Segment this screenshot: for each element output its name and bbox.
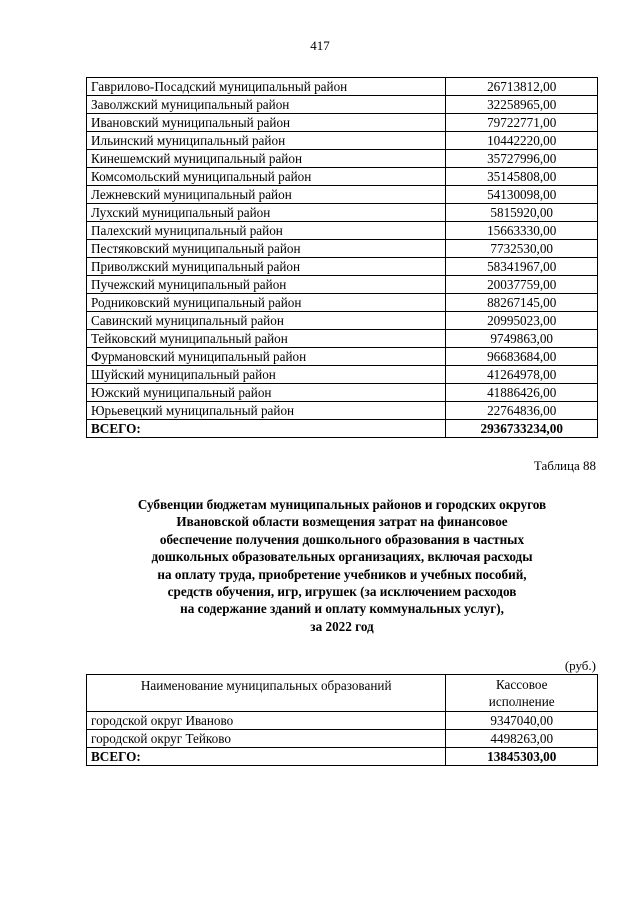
table-row	[87, 132, 598, 150]
header-execution	[446, 675, 598, 712]
row-name: городской округ Тейково	[87, 730, 446, 748]
row-name: Приволжский муниципальный район	[87, 258, 446, 276]
row-value: 15663330,00	[446, 222, 598, 240]
row-name: Лухский муниципальный район	[87, 204, 446, 222]
municipal-districts-table	[86, 77, 598, 438]
table-header	[87, 675, 598, 712]
table-row	[87, 258, 598, 276]
row-value: 32258965,00	[446, 96, 598, 114]
row-name: городской округ Иваново	[87, 712, 446, 730]
row-name: Ильинский муниципальный район	[87, 132, 446, 150]
table-title	[86, 496, 598, 635]
row-name: Кинешемский муниципальный район	[87, 150, 446, 168]
row-value: 41264978,00	[446, 366, 598, 384]
title-line: на содержание зданий и оплату коммунальных услуг),	[180, 601, 504, 617]
row-value: 9347040,00	[446, 712, 598, 730]
title-line: Ивановской области возмещения затрат на финансовое	[176, 514, 508, 530]
header-execution-line2: исполнение	[488, 694, 555, 709]
table-row	[87, 204, 598, 222]
row-value: 9749863,00	[446, 330, 598, 348]
row-value: 22764836,00	[446, 402, 598, 420]
total-row	[87, 748, 598, 766]
row-name: Заволжский муниципальный район	[87, 96, 446, 114]
row-name: Лежневский муниципальный район	[87, 186, 446, 204]
table-row	[87, 712, 598, 730]
row-value: 96683684,00	[446, 348, 598, 366]
total-label: ВСЕГО:	[87, 420, 446, 438]
currency-unit: (руб.)	[564, 658, 596, 673]
row-name: Южский муниципальный район	[87, 384, 446, 402]
title-line: дошкольных образовательных организациях, включая расходы	[151, 549, 533, 565]
row-name: Гаврилово-Посадский муниципальный район	[87, 78, 446, 96]
total-value: 2936733234,00	[446, 420, 598, 438]
row-name: Ивановский муниципальный район	[87, 114, 446, 132]
header-municipality: Наименование муниципальных образований	[87, 675, 446, 712]
table-row	[87, 276, 598, 294]
table-row	[87, 348, 598, 366]
row-value: 20037759,00	[446, 276, 598, 294]
table-row	[87, 168, 598, 186]
row-value: 88267145,00	[446, 294, 598, 312]
row-value: 41886426,00	[446, 384, 598, 402]
row-value: 79722771,00	[446, 114, 598, 132]
row-name: Палехский муниципальный район	[87, 222, 446, 240]
total-value: 13845303,00	[446, 748, 598, 766]
table-row	[87, 240, 598, 258]
row-value: 54130098,00	[446, 186, 598, 204]
table-row	[87, 312, 598, 330]
row-name: Фурмановский муниципальный район	[87, 348, 446, 366]
table-row	[87, 222, 598, 240]
row-name: Савинский муниципальный район	[87, 312, 446, 330]
row-name: Пучежский муниципальный район	[87, 276, 446, 294]
table-row	[87, 730, 598, 748]
row-name: Комсомольский муниципальный район	[87, 168, 446, 186]
table-row	[87, 330, 598, 348]
title-line: на оплату труда, приобретение учебников и учебных пособий,	[157, 566, 527, 582]
table-row	[87, 366, 598, 384]
table-label: Таблица 88	[533, 458, 596, 473]
title-line: средств обучения, игр, игрушек (за исключением расходов	[167, 584, 517, 600]
table-row	[87, 150, 598, 168]
title-line: за 2022 год	[310, 618, 374, 634]
row-value: 20995023,00	[446, 312, 598, 330]
table-row	[87, 186, 598, 204]
page-number: 417	[310, 38, 330, 53]
row-name: Шуйский муниципальный район	[87, 366, 446, 384]
row-name: Родниковский муниципальный район	[87, 294, 446, 312]
table1-body	[87, 78, 598, 438]
row-value: 35145808,00	[446, 168, 598, 186]
row-value: 10442220,00	[446, 132, 598, 150]
row-value: 26713812,00	[446, 78, 598, 96]
row-value: 7732530,00	[446, 240, 598, 258]
total-label: ВСЕГО:	[87, 748, 446, 766]
city-districts-table	[86, 674, 598, 766]
title-line: обеспечение получения дошкольного образования в частных	[159, 531, 525, 547]
title-line: Субвенции бюджетам муниципальных районов и городских округов	[137, 497, 547, 512]
row-name: Пестяковский муниципальный район	[87, 240, 446, 258]
table-row	[87, 96, 598, 114]
total-row	[87, 420, 598, 438]
row-value: 58341967,00	[446, 258, 598, 276]
row-value: 35727996,00	[446, 150, 598, 168]
table-row	[87, 78, 598, 96]
table-row	[87, 294, 598, 312]
table2-body	[87, 675, 598, 766]
header-execution-line1: Кассовое	[495, 677, 548, 692]
table-row	[87, 384, 598, 402]
table-row	[87, 114, 598, 132]
row-name: Юрьевецкий муниципальный район	[87, 402, 446, 420]
row-value: 5815920,00	[446, 204, 598, 222]
table-row	[87, 402, 598, 420]
row-value: 4498263,00	[446, 730, 598, 748]
row-name: Тейковский муниципальный район	[87, 330, 446, 348]
